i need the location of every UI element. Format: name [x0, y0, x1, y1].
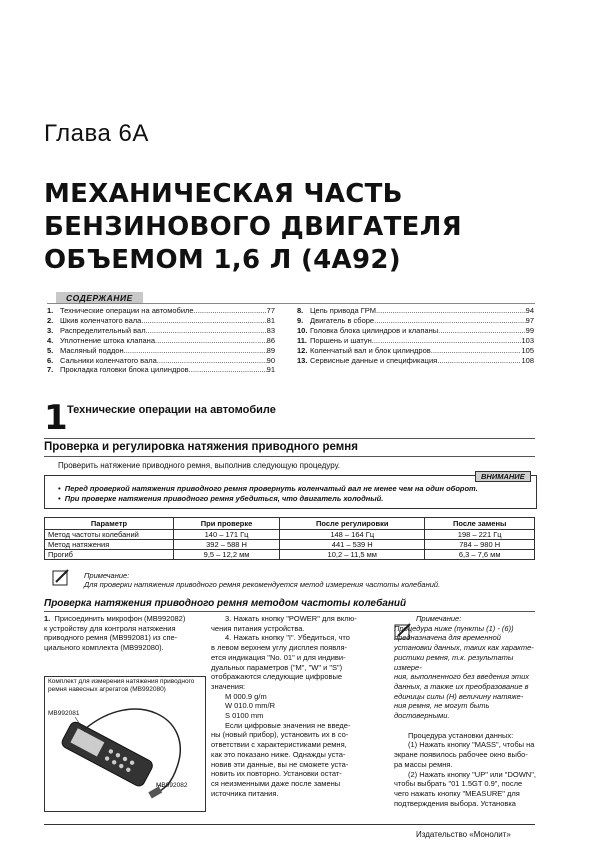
text-line: ристики ремня, т.к. результаты измере-	[394, 652, 514, 672]
subsection-title: Проверка и регулировка натяжения приводного ремня	[44, 441, 358, 453]
table-header: После регулировки	[280, 518, 425, 530]
table-cell: 441 – 539 Н	[280, 540, 425, 550]
figure-frame	[44, 676, 206, 812]
toc-item: 13. Сервисные данные и спецификация ..... 108	[297, 356, 534, 366]
column-3	[394, 614, 536, 808]
table-cell: 392 – 588 Н	[174, 540, 280, 550]
table-cell: 9,5 – 12,2 мм	[174, 550, 280, 560]
text-line: чения питания устройства.	[211, 623, 305, 633]
tension-table	[44, 517, 535, 560]
column-2	[211, 614, 375, 798]
text-line: ра массы ремня.	[394, 759, 453, 769]
step-line: к устройству для контроля натяжения	[44, 623, 176, 633]
column-1	[44, 614, 204, 653]
chapter-title	[44, 178, 462, 277]
text-line: (2) Нажать кнопку "UP" или "DOWN",	[408, 769, 536, 779]
text-line: Если цифровые значения не введе-	[225, 720, 351, 730]
table-row	[45, 540, 535, 550]
text-line: предназначена для временной	[394, 633, 501, 643]
title-line: МЕХАНИЧЕСКАЯ ЧАСТЬ	[44, 179, 403, 209]
text-line: S 0100 mm	[225, 711, 264, 721]
toc-item: 3. Распределительный вал ..... 83	[47, 326, 275, 336]
table-header-row	[45, 518, 535, 530]
figure-label: MB992081	[48, 710, 80, 717]
table-header: Параметр	[45, 518, 174, 530]
procedure-text	[394, 731, 536, 809]
text-line: чего нажать кнопку "MEASURE" для	[394, 788, 520, 798]
text-line: чтобы выбрать "01 1.5GT 0.9", после	[394, 779, 523, 789]
table-cell: 10,2 – 11,5 мм	[280, 550, 425, 560]
step-line: циального комплекта (MB992080).	[44, 643, 164, 653]
toc-item: 10. Головка блока цилиндров и клапаны ..... 99	[297, 326, 534, 336]
table-cell: Метод частоты колебаний	[45, 530, 174, 540]
table-cell: Метод натяжения	[45, 540, 174, 550]
text-line: ния, выполненного без введения этих	[394, 672, 530, 682]
table-cell: 140 – 171 Гц	[174, 530, 280, 540]
warning-item: • Перед проверкой натяжения приводного ремня провернуть коленчатый вал не менее чем на один оборот.	[58, 484, 478, 493]
figure-caption: Комплект для измерения натяжения приводного ремня навесных агрегатов (MB992080)	[48, 678, 195, 693]
divider	[44, 456, 535, 457]
step-line: приводного ремня (MB992081) из спе-	[44, 633, 178, 643]
warning-label: ВНИМАНИЕ	[475, 471, 531, 482]
note-text: Для проверки натяжения приводного ремня рекомендуется метод измерения частоты колебаний.	[84, 580, 441, 589]
chapter-label: Глава 6А	[44, 120, 149, 147]
text-line: единицы силы (Н) величину натяже-	[394, 691, 524, 701]
divider	[44, 611, 535, 612]
text-line: значения:	[211, 681, 246, 691]
title-line: ОБЪЕМОМ 1,6 Л (4А92)	[44, 245, 401, 275]
text-line: новив эти данные, вы не сможете уста-	[211, 759, 349, 769]
procedure-title: Проверка натяжения приводного ремня методом частоты колебаний	[44, 598, 407, 609]
table-of-contents	[47, 303, 535, 374]
footer-divider	[44, 824, 535, 825]
text-line: ся неизменными даже после замены	[211, 778, 341, 788]
warning-item: • При проверке натяжения приводного ремня убедиться, что двигатель холодный.	[58, 494, 384, 503]
toc-item: 4. Уплотнение штока клапана ..... 86	[47, 336, 275, 346]
section-number: 1	[44, 398, 68, 438]
text-line: Процедура установки данных:	[408, 730, 514, 740]
divider	[44, 438, 535, 439]
table-header: После замены	[425, 518, 535, 530]
text-line: дуальных параметров ("M", "W" и "S")	[211, 662, 343, 672]
step-line: 1. Присоединить микрофон (MB992082)	[44, 614, 186, 623]
text-line: экране появилось рабочее окно выбо-	[394, 750, 528, 760]
text-line: достоверными.	[394, 711, 450, 721]
warning-text	[58, 484, 478, 504]
text-line: источника питания.	[211, 788, 279, 798]
text-line: в левом верхнем углу дисплея появля-	[211, 643, 348, 653]
section-title: Технические операции на автомобиле	[67, 404, 276, 416]
text-line: ется индикация "No. 01" и для индиви-	[211, 652, 346, 662]
note-text	[394, 624, 536, 721]
note-label: Примечание:	[84, 571, 130, 580]
toc-item: 7. Прокладка головки блока цилиндров ..... 91	[47, 365, 275, 375]
toc-item: 2. Шкив коленчатого вала ..... 81	[47, 316, 275, 326]
table-cell: 198 – 221 Гц	[425, 530, 535, 540]
text-line: Процедура ниже (пункты (1) - (6))	[394, 623, 514, 633]
table-row	[45, 550, 535, 560]
toc-item: 11. Поршень и шатун ..... 103	[297, 336, 534, 346]
table-cell: Прогиб	[45, 550, 174, 560]
figure-label: MB992082	[156, 782, 188, 789]
text-line: данных, а также их преобразование в	[394, 681, 529, 691]
table-cell: 148 – 164 Гц	[280, 530, 425, 540]
text-line: ния ремня, не могут быть	[394, 701, 490, 711]
toc-item: 12. Коленчатый вал и блок цилиндров ..... 105	[297, 346, 534, 356]
toc-item: 9. Двигатель в сборе ..... 97	[297, 316, 534, 326]
text-line: новить их повторно. Установки остат-	[211, 769, 342, 779]
toc-item: 6. Сальники коленчатого вала ..... 90	[47, 356, 275, 366]
table-cell: 784 – 980 Н	[425, 540, 535, 550]
note-pencil-icon	[52, 568, 70, 586]
text-line: 4. Нажать кнопку "I". Убедиться, что	[225, 633, 350, 643]
table-cell: 6,3 – 7,6 мм	[425, 550, 535, 560]
table-header: При проверке	[174, 518, 280, 530]
toc-item: 1. Технические операции на автомобиле ..... 77	[47, 306, 275, 316]
toc-item: 8. Цепь привода ГРМ ..... 94	[297, 306, 534, 316]
toc-item: 5. Масляный поддон ..... 89	[47, 346, 275, 356]
publisher: Издательство «Монолит»	[416, 830, 511, 839]
text-line: отображаются следующие цифровые	[211, 672, 343, 682]
note-label: Примечание:	[416, 614, 462, 623]
text-line: ны (новый прибор), установить их в со-	[211, 730, 349, 740]
text-line: 3. Нажать кнопку "POWER" для вклю-	[225, 614, 357, 623]
text-line: как это показано ниже. Однажды уста-	[211, 749, 346, 759]
text-line: подтверждения выбора. Установка	[394, 798, 516, 808]
intro-text: Проверить натяжение приводного ремня, выполнив следующую процедуру.	[58, 461, 340, 470]
text-line: установки данных, таких как характе-	[394, 643, 534, 653]
toc-label: СОДЕРЖАНИЕ	[56, 292, 143, 304]
toc-right-column	[297, 306, 534, 365]
title-line: БЕНЗИНОВОГО ДВИГАТЕЛЯ	[44, 212, 462, 242]
text-line: (1) Нажать кнопку "MASS", чтобы на	[408, 740, 535, 750]
text-line: W 010.0 mm/R	[225, 701, 276, 711]
toc-left-column	[47, 306, 275, 375]
text-line: ответствии с характеристиками ремня,	[211, 740, 347, 750]
table-row	[45, 530, 535, 540]
belt-tension-meter-illustration	[45, 677, 205, 811]
text-line: M 000.9 g/m	[225, 691, 267, 701]
